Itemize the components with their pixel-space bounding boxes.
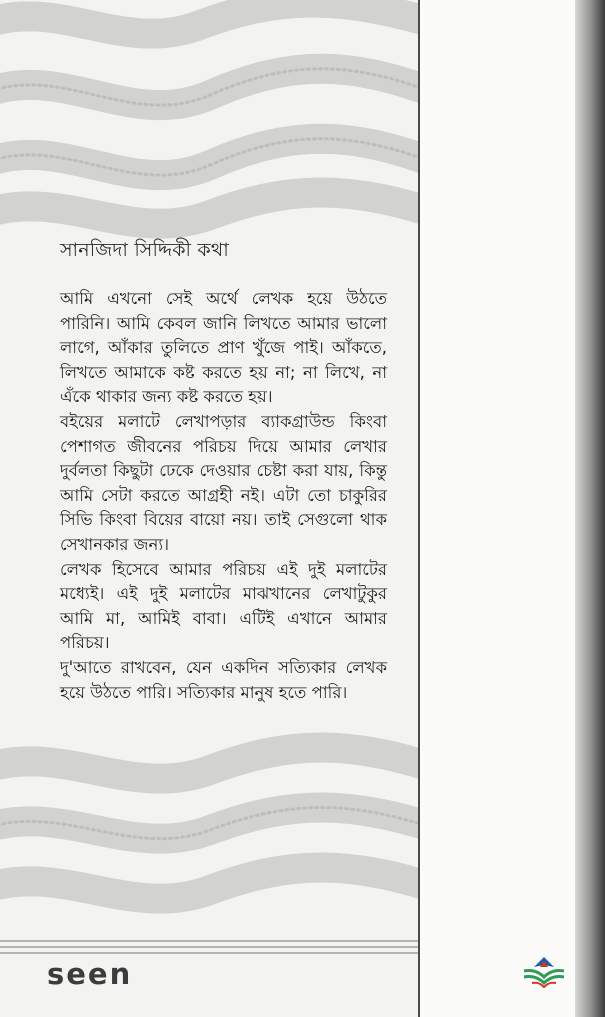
author-note-body [60, 287, 387, 705]
publisher-name: seen [47, 957, 133, 991]
publisher-book-mark-icon [520, 955, 568, 989]
paragraph-4: দু'আতে রাখবেন, যেন একদিন সত্যিকার লেখক হয়ে উঠতে পারি। সত্যিকার মানুষ হতে পারি। [60, 657, 387, 702]
paragraph-3: লেখক হিসেবে আমার পরিচয় এই দুই মলাটের মধ্যেই। এই দুই মলাটের মাঝখানের লেখাটুকুর আমি মা, আমিই বাবা। এটিই এখানে আমার পরিচয়। [60, 559, 387, 653]
paragraph-2: বইয়ের মলাটে লেখাপড়ার ব্যাকগ্রাউন্ড কিংবা পেশাগত জীবনের পরিচয় দিয়ে আমার লেখার দুর্বলতা কিছুটা ঢেকে দেওয়ার চেষ্টা করা যায়, কিন্তু আমি সেটা করতে আগ্রহী নই। এটা তো চাকুরির সিভি কিংবা বিয়ের বায়ো নয়। তাই সেগুলো থাক সেখানকার জন্য। [60, 411, 387, 554]
paragraph-1: আমি এখনো সেই অর্থে লেখক হয়ে উঠতে পারিনি। আমি কেবল জানি লিখতে আমার ভালো লাগে, আঁকার তুলিতে প্রাণ খুঁজে পাই। আঁকতে, লিখতে আমাকে কষ্ট করতে হয় না; না লিখে, না এঁকে থাকার জন্য কষ্ট করতে হয়। [60, 289, 387, 407]
page-edge-shadow [575, 0, 605, 1017]
bottom-rule-lines [0, 940, 418, 958]
spine-blank-panel [420, 0, 580, 1017]
author-heading: সানজিদা সিদ্দিকী কথা [60, 239, 229, 261]
